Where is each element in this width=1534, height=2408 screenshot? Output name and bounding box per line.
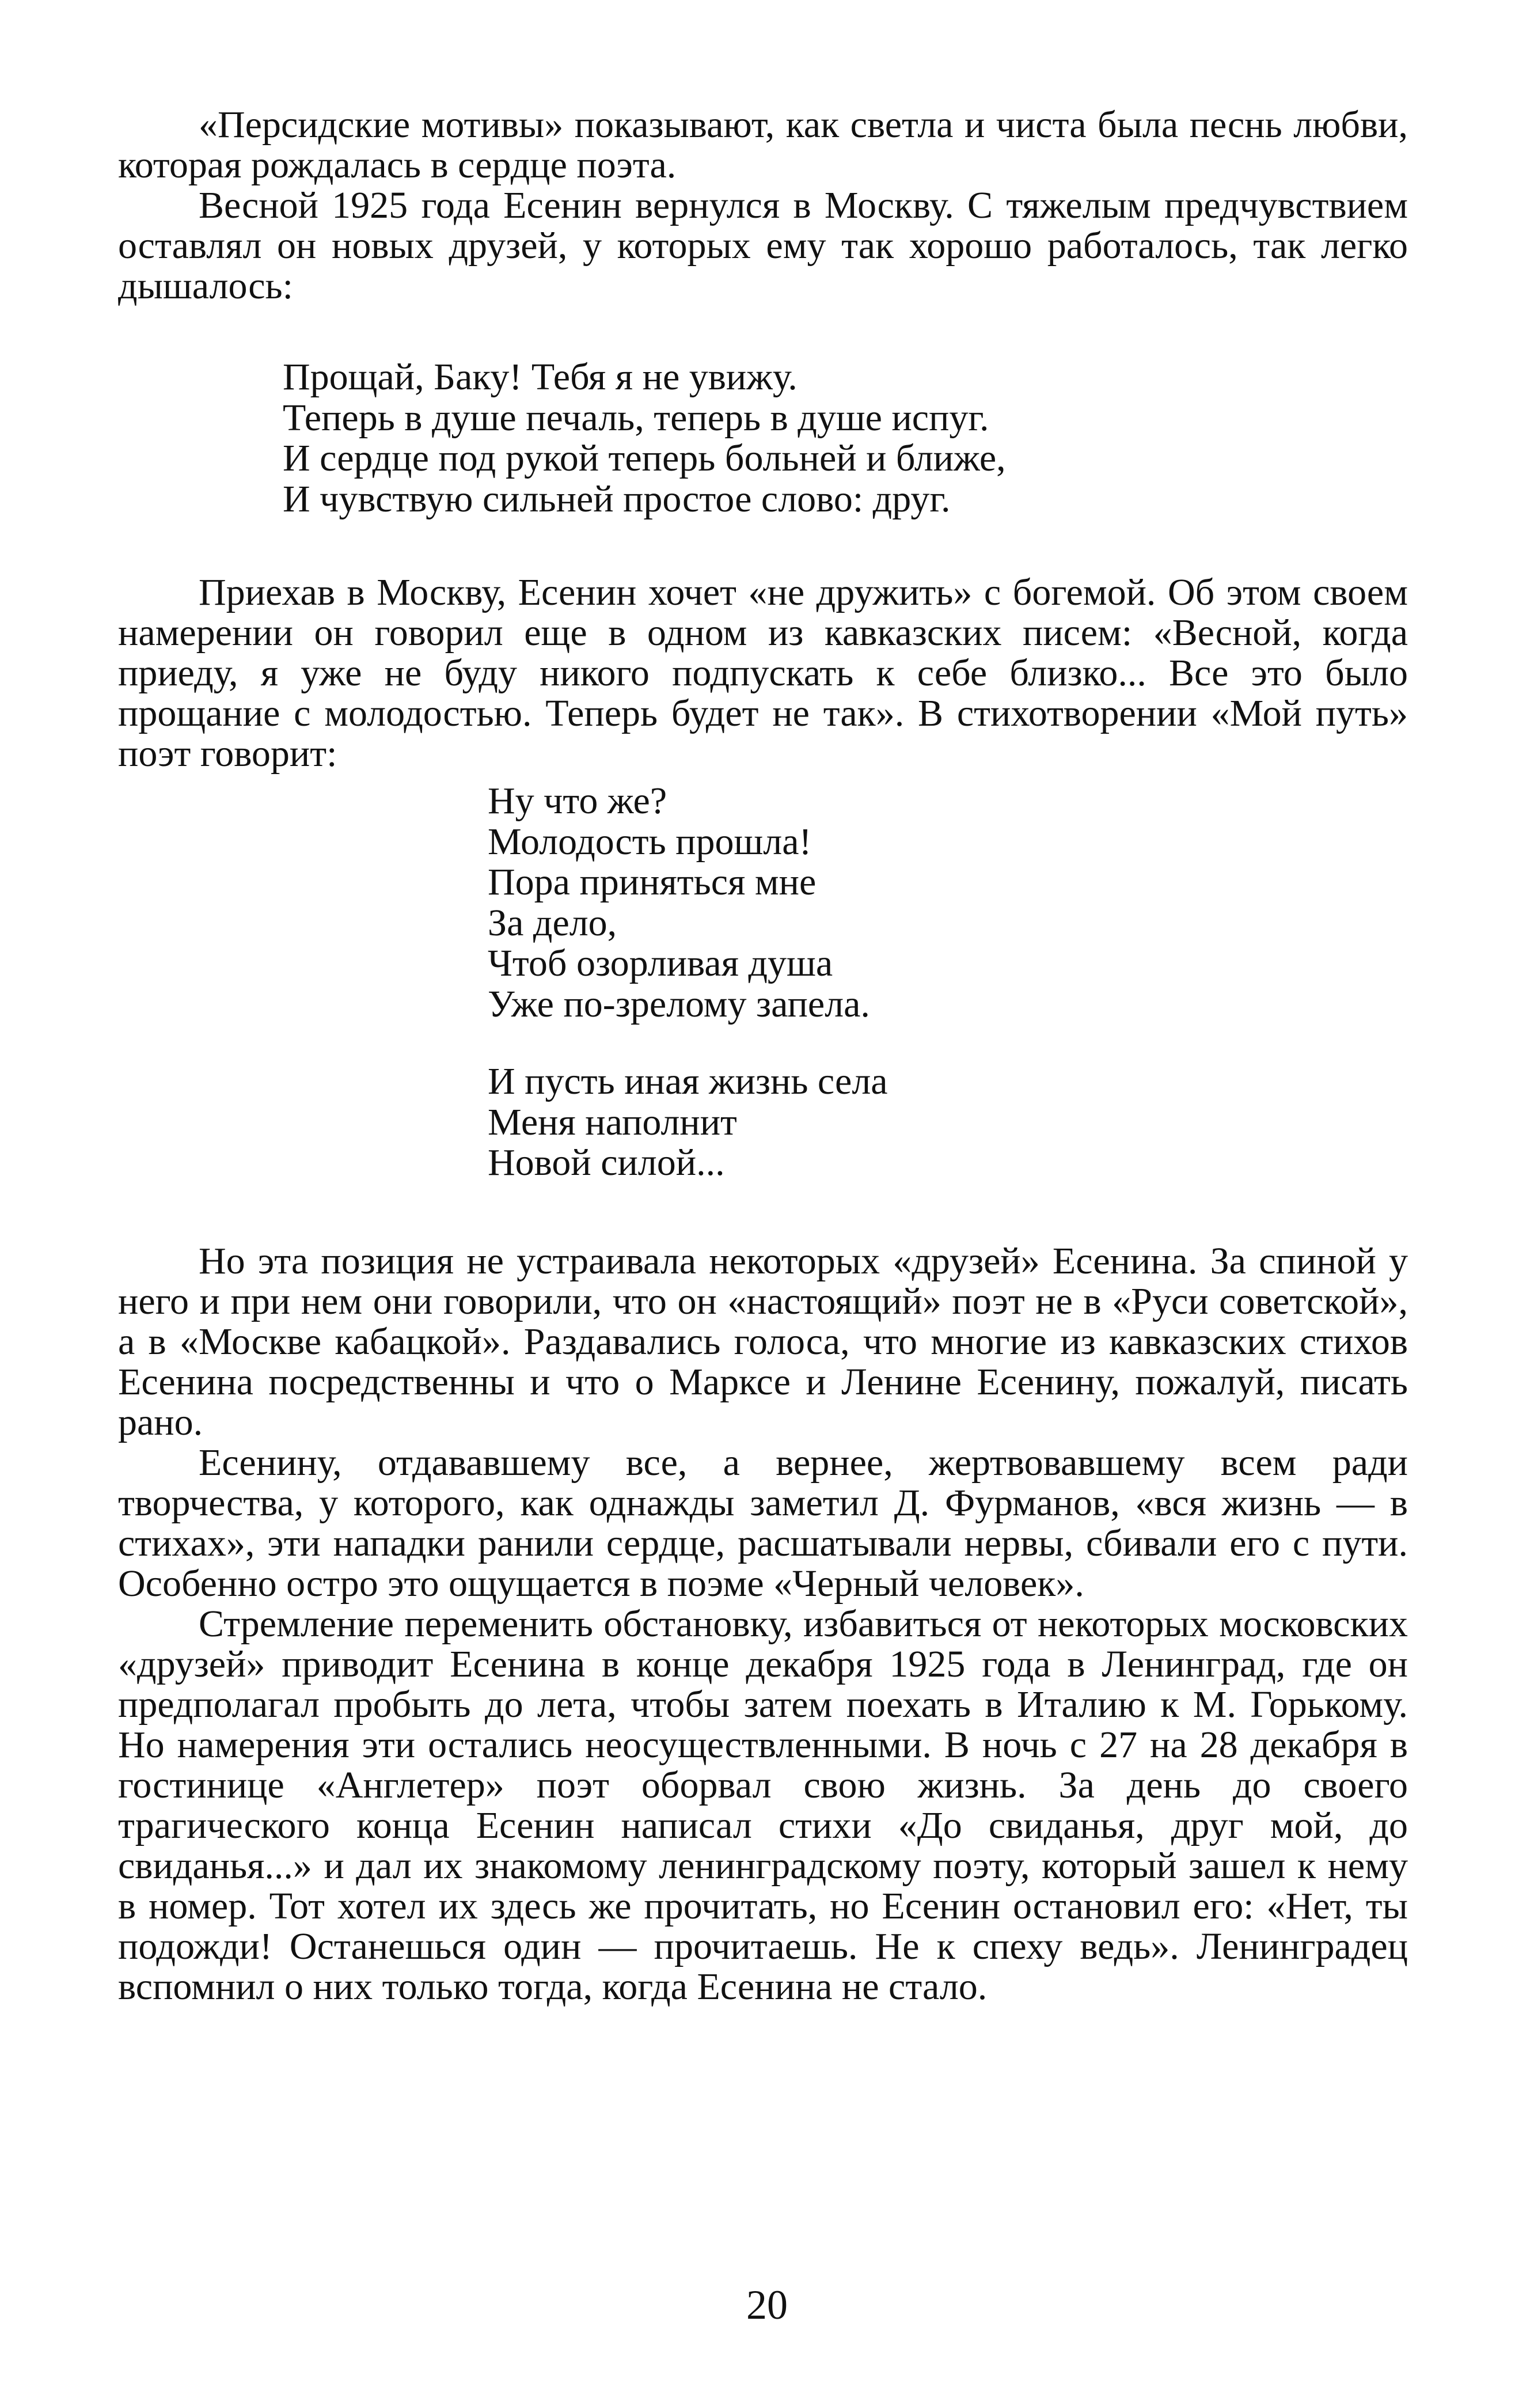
paragraph-persian-motifs: «Персидские мотивы» показывают, как светла и чиста была песнь любви, которая рождалась в сердце поэта. (118, 104, 1408, 186)
page-number: 20 (746, 2282, 788, 2328)
verse-line: И пусть иная жизнь села (488, 1060, 888, 1102)
verse-line: Уже по-зрелому запела. (488, 983, 870, 1025)
paragraph-return-to-moscow: Весной 1925 года Есенин вернулся в Москву. С тяжелым предчувствием оставлял он новых друзей, у которых ему так хорошо работалось, так легко дышалось: (118, 184, 1408, 307)
verse-line: Молодость прошла! (488, 820, 812, 863)
verse-line: Новой силой... (488, 1142, 725, 1184)
paragraph-bohemia: Приехав в Москву, Есенин хочет «не дружить» с богемой. Об этом своем намерении он говорил еще в одном из кавказских писем: «Весной, когда приеду, я уже не буду никого подпускать к себе близко... Все это было прощание с молодостью. Теперь будет не так». В стихотворении «Мой путь» поэт говорит: (118, 571, 1408, 775)
verse-line: Ну что же? (488, 780, 667, 822)
verse-line: Прощай, Баку! Тебя я не увижу. (283, 356, 798, 398)
paragraph-friends-criticism: Но эта позиция не устраивала некоторых «друзей» Есенина. За спиной у него и при нем они говорили, что он «настоящий» поэт не в «Руси советской», а в «Москве кабацкой». Раздавались голоса, что многие из кавказских стихов Есенина посредственны и что о Марксе и Ленине Есенину, пожалуй, писать рано. (118, 1239, 1408, 1443)
verse-line: Пора приняться мне (488, 861, 817, 903)
verse-line: Меня наполнит (488, 1101, 737, 1143)
book-page (118, 105, 1408, 2007)
verse-line: Чтоб озорливая душа (488, 942, 833, 984)
verse-line: За дело, (488, 901, 617, 944)
verse-farewell-baku (118, 357, 1408, 519)
paragraph-leningrad: Стремление переменить обстановку, избавиться от некоторых московских «друзей» приводит Есенина в конце декабря 1925 года в Ленинград, где он предполагал пробыть до лета, чтобы затем поехать в Италию к М. Горькому. Но намерения эти остались неосуществленными. В ночь с 27 на 28 декабря в гостинице «Англетер» поэт оборвал свою жизнь. За день до своего трагического конца Есенин написал стихи «До свиданья, друг мой, до свиданья...» и дал их знакомому ленинградскому поэту, который зашел к нему в номер. Тот хотел их здесь же прочитать, но Есенин остановил его: «Нет, ты подожди! Останешься один — прочитаешь. Не к спеху ведь». Ленинградец вспомнил о них только тогда, когда Есенина не стало. (118, 1602, 1408, 2008)
verse-line: Теперь в душе печаль, теперь в душе испуг. (283, 396, 989, 439)
page-body (118, 105, 1408, 2007)
verse-line: И чувствую сильней простое слово: друг. (283, 477, 951, 520)
verse-line: И сердце под рукой теперь больней и ближе, (283, 437, 1006, 479)
paragraph-furmanov: Есенину, отдававшему все, а вернее, жертвовавшему всем ради творчества, у которого, как однажды заметил Д. Фурманов, «вся жизнь — в стихах», эти нападки ранили сердце, расшатывали нервы, сбивали его с пути. Особенно остро это ощущается в поэме «Черный человек». (118, 1441, 1408, 1605)
verse-my-path-stanza-1 (118, 781, 1408, 1025)
verse-my-path-stanza-2 (118, 1061, 1408, 1184)
